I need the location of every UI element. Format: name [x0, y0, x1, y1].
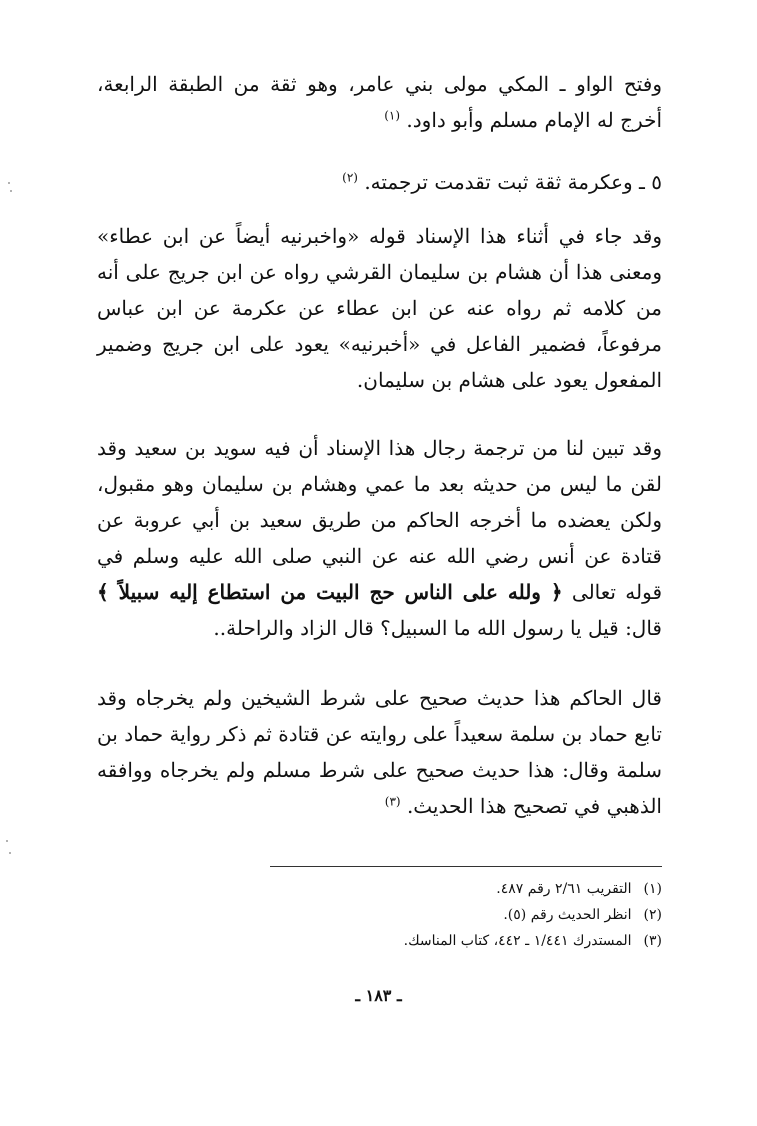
paragraph-ikrimah — [97, 164, 662, 200]
paragraph-text: وقد تبين لنا من ترجمة رجال هذا الإسناد أن فيه سويد بن سعيد وقد لقن ما ليس من حديثه بعد ما عمي وهشام بن سليمان وهو مقبول، ولكن يعضده ما أخرجه الحاكم من طريق سعيد بن أبي عروبة عن قتادة عن أنس رضي الله عنه عن النبي صلى الله عليه وسلم في قوله تعالى — [97, 436, 663, 604]
paragraph-isnad-explanation — [97, 218, 662, 398]
footnote-text: التقريب ٢/٦١ رقم ٤٨٧. — [496, 881, 632, 897]
footnote-number: (٣) — [643, 933, 662, 949]
paragraph-text: قال الحاكم هذا حديث صحيح على شرط الشيخين ولم يخرجاه وقد تابع حماد بن سلمة سعيداً على روايته عن قتادة ثم ذكر رواية حماد بن سلمة وقال: هذا حديث صحيح على شرط مسلم ولم يخرجاه ووافقه الذهبي في تصحيح هذا الحديث. — [97, 686, 662, 818]
footnote-marker-2: (٢) — [342, 170, 358, 185]
quran-verse: ﴿ ولله على الناس حج البيت من استطاع إليه سبيلاً ﴾ — [97, 580, 563, 604]
footnote-item — [102, 876, 662, 902]
paragraph-hakim-grading — [97, 680, 662, 824]
paragraph-text: قال: قيل يا رسول الله ما السبيل؟ قال الزاد والراحلة.. — [213, 616, 662, 640]
footnotes-section — [102, 876, 662, 954]
scan-speck — [10, 190, 12, 192]
footnote-number: (٢) — [643, 907, 662, 923]
footnote-text: انظر الحديث رقم (٥). — [503, 907, 632, 923]
footnote-marker-3: (٣) — [384, 794, 401, 809]
footnote-item — [102, 928, 662, 954]
paragraph-text: وفتح الواو ـ المكي مولى بني عامر، وهو ثقة من الطبقة الرابعة، أخرج له الإمام مسلم وأبو داود. — [97, 72, 662, 132]
footnote-text: المستدرك ١/٤٤١ ـ ٤٤٢، كتاب المناسك. — [403, 933, 632, 949]
paragraph-isnad-assessment — [97, 430, 662, 646]
paragraph-narrator-bio — [97, 66, 662, 138]
footnote-number: (١) — [643, 881, 662, 897]
scan-speck — [8, 182, 10, 184]
footnote-item — [102, 902, 662, 928]
page-number: ـ ١٨٣ ـ — [355, 986, 402, 1005]
paragraph-text: وقد جاء في أثناء هذا الإسناد قوله «واخبرنيه أيضاً عن ابن عطاء» ومعنى هذا أن هشام بن سليمان القرشي رواه عن ابن جريج على أنه من كلامه ثم رواه عنه عن ابن عطاء عن عكرمة عن ابن عباس مرفوعاً، فضمير الفاعل في «أخبرنيه» يعود على ابن جريج وضمير المفعول يعود على هشام بن سليمان. — [97, 224, 662, 392]
footnote-divider — [270, 866, 662, 867]
scan-speck — [6, 840, 8, 842]
paragraph-text: ٥ ـ وعكرمة ثقة ثبت تقدمت ترجمته. — [364, 170, 662, 194]
footnote-marker-1: (١) — [384, 108, 401, 123]
scan-speck — [9, 852, 11, 854]
